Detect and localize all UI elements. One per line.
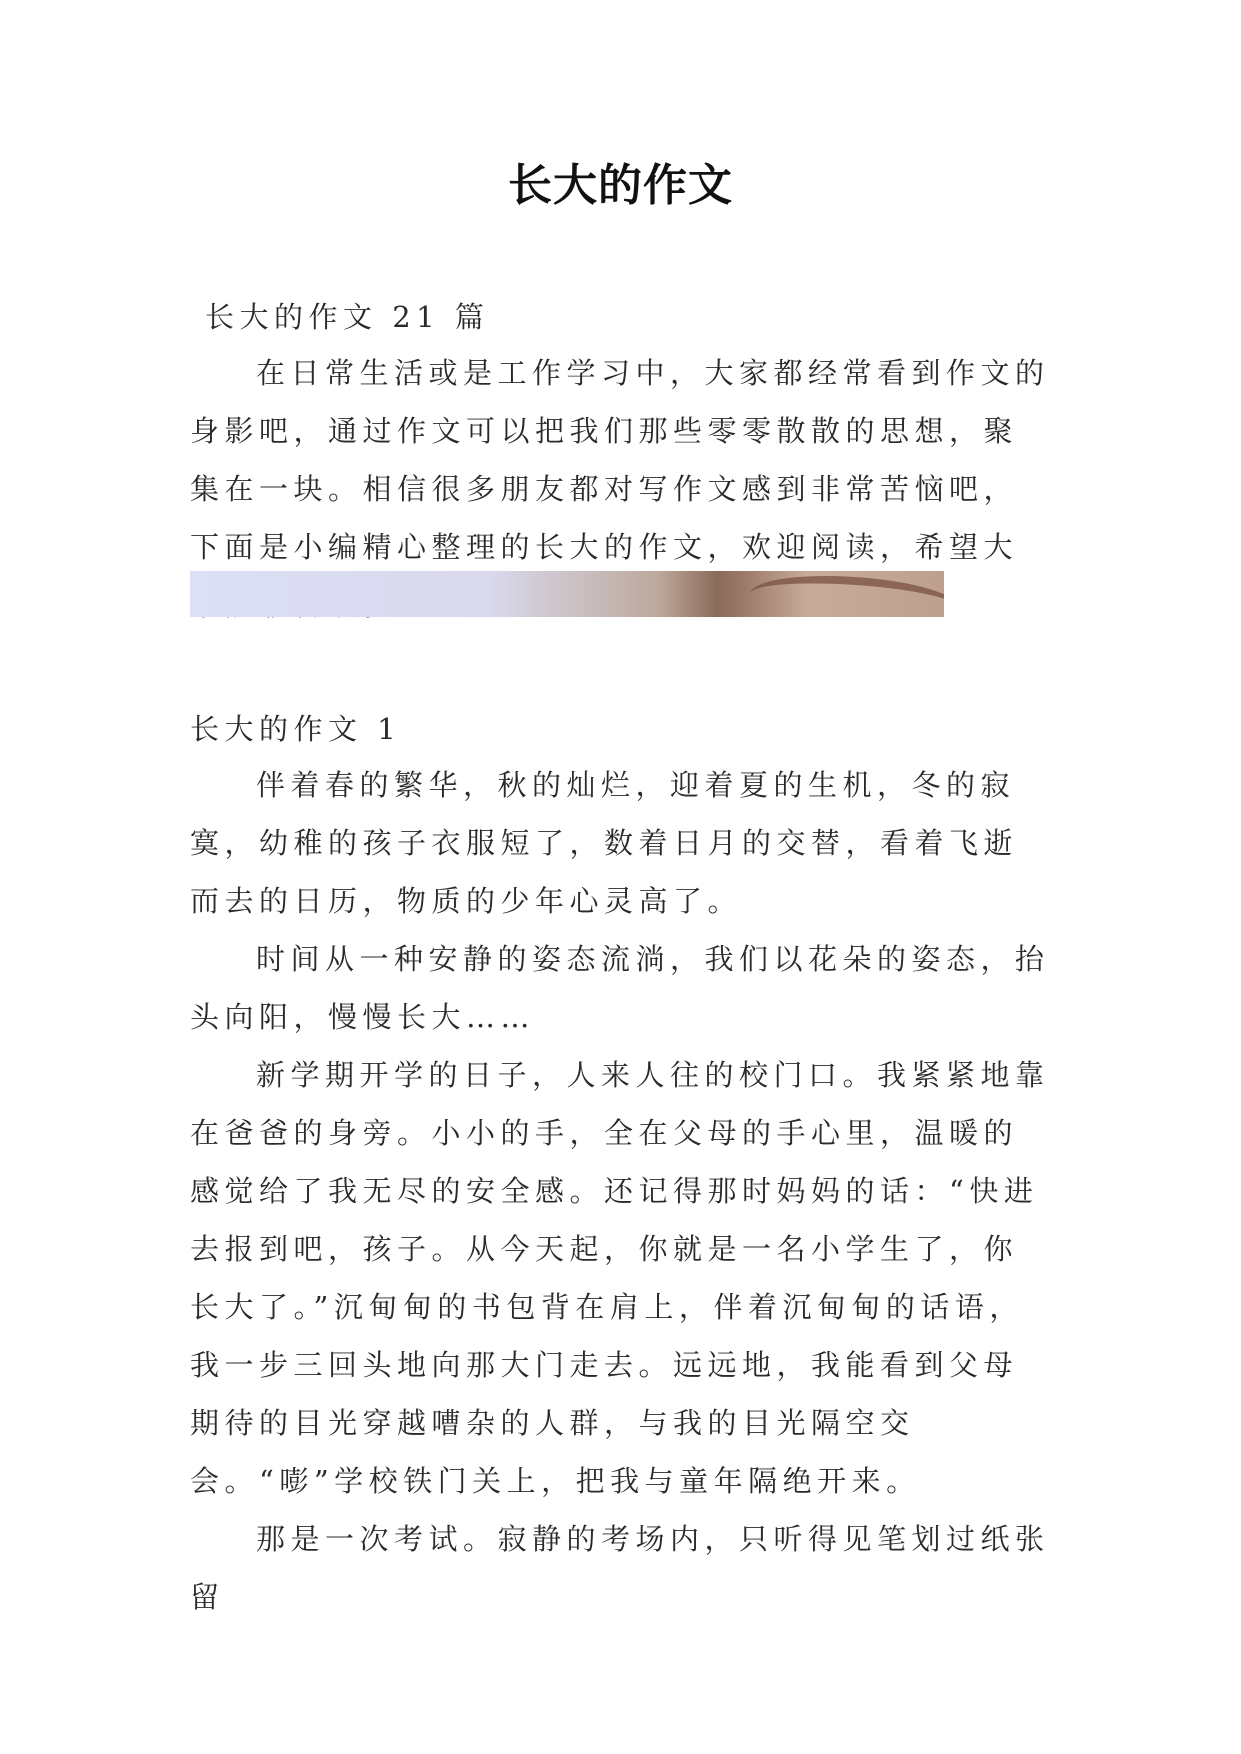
section-heading: 长大的作文 1 — [190, 712, 402, 746]
document-subtitle: 长大的作文 21 篇 — [205, 300, 490, 334]
essay-paragraph: 时间从一种安静的姿态流淌，我们以花朵的姿态，抬头向阳，慢慢长大…… — [190, 942, 1050, 1034]
intro-paragraph: 在日常生活或是工作学习中，大家都经常看到作文的身影吧，通过作文可以把我们那些零零散散的思想，聚集在一块。相信很多朋友都对写作文感到非常苦恼吧，下面是小编精心整理的长大的作文，欢迎阅读，希望大 — [190, 356, 1050, 564]
document-title: 长大的作文 — [508, 160, 733, 211]
essay-paragraph: 新学期开学的日子，人来人往的校门口。我紧紧地靠在爸爸的身旁。小小的手，全在父母的手心里，温暖的感觉给了我无尽的安全感。还记得那时妈妈的话：“快进去报到吧，孩子。从今天起，你就是一名小学生了，你长大了。”沉甸甸的书包背在肩上，伴着沉甸甸的话语，我一步三回头地向那大门走去。远远地，我能看到父母期待的目光穿越嘈杂的人群，与我的目光隔空交会。“嘭”学校铁门关上，把我与童年隔绝开来。 — [190, 1058, 1050, 1498]
essay-paragraph: 伴着春的繁华，秋的灿烂，迎着夏的生机，冬的寂寞，幼稚的孩子衣服短了，数着日月的交替，看着飞逝而去的日历，物质的少年心灵高了。 — [190, 768, 1019, 918]
essay-paragraph: 那是一次考试。寂静的考场内，只听得见笔划过纸张留 — [190, 1522, 1050, 1614]
essay-body — [190, 756, 1050, 1626]
banner-image — [190, 571, 944, 617]
